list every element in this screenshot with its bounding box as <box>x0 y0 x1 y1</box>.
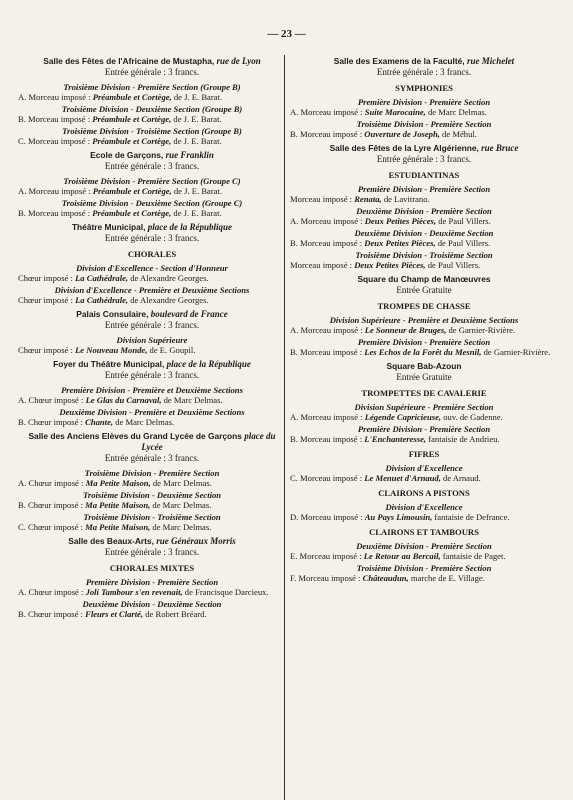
venue-name: Square Bab-Azoun <box>386 361 462 371</box>
venue-heading <box>290 274 558 285</box>
division-heading: Deuxième Division - Deuxième Section <box>82 599 222 609</box>
piece-label: A. Chœur imposé : <box>18 395 86 405</box>
division-heading: Troisième Division - Deuxième Section (Groupe C) <box>61 198 243 208</box>
imposed-piece <box>18 208 286 218</box>
venue-location: place du Lycée <box>141 431 276 452</box>
piece-title: Châteaudun, <box>362 573 409 583</box>
admission-text: Entrée générale : 3 francs. <box>104 67 200 77</box>
category-heading: TROMPES DE CHASSE <box>377 301 471 311</box>
piece-composer: de Marc Delmas. <box>113 417 175 427</box>
venue-location: place de la République <box>147 222 233 232</box>
category-heading: SYMPHONIES <box>395 83 453 93</box>
piece-label: B. Morceau imposé : <box>290 347 365 357</box>
division-heading: Troisième Division - Première Section (Groupe C) <box>63 176 241 186</box>
piece-label: A. Morceau imposé : <box>290 325 365 335</box>
imposed-piece <box>290 238 558 248</box>
imposed-piece <box>18 345 286 355</box>
piece-title: Le Glas du Carnaval, <box>85 395 162 405</box>
venue-heading <box>18 222 286 233</box>
admission-text: Entrée générale : 3 francs. <box>104 320 200 330</box>
piece-label: A. Morceau imposé : <box>290 107 365 117</box>
piece-title: Deux Petites Pièces, <box>364 238 436 248</box>
piece-composer: de Paul Villers. <box>436 216 491 226</box>
piece-label: A. Chœur imposé : <box>18 587 86 597</box>
division-heading: Division Supérieure <box>116 335 188 345</box>
venue-name: Théâtre Municipal, <box>71 222 146 232</box>
imposed-piece <box>18 273 286 283</box>
piece-title: Préambule et Cortège, <box>92 114 172 124</box>
piece-title: La Cathédrale, <box>75 273 129 283</box>
venue-heading <box>18 359 286 370</box>
venue-location: rue de Lyon <box>216 56 261 66</box>
imposed-piece <box>290 473 558 483</box>
piece-title: Chante, <box>85 417 114 427</box>
piece-composer: de Paul Villers. <box>435 238 491 248</box>
piece-label: B. Morceau imposé : <box>290 129 365 139</box>
division-heading: Deuxième Division - Deuxième Section <box>354 228 494 238</box>
admission-text: Entrée Gratuite <box>396 372 452 382</box>
division-heading: Troisième Division - Première Section <box>84 468 220 478</box>
imposed-piece <box>18 114 286 124</box>
piece-composer: de Paul Villers. <box>425 260 481 270</box>
imposed-piece <box>18 295 286 305</box>
venue-heading <box>18 150 286 161</box>
venue-name: Palais Consulaire, <box>76 309 149 319</box>
imposed-piece <box>290 194 558 204</box>
piece-title: Le Menuet d'Arnaud, <box>364 473 441 483</box>
division-heading: Division Supérieure - Première Section <box>354 402 494 412</box>
imposed-piece <box>290 260 558 270</box>
division-heading: Division d'Excellence - Section d'Honneur <box>76 263 228 273</box>
piece-title: Ouverture de Joseph, <box>364 129 440 139</box>
piece-title: Deux Petites Pièces, <box>354 260 426 270</box>
venue-location: rue Franklin <box>165 150 214 160</box>
division-heading: Deuxième Division - Première Section <box>356 541 492 551</box>
imposed-piece <box>18 417 286 427</box>
imposed-piece <box>290 551 558 561</box>
division-heading: Troisième Division - Première Section <box>356 563 492 573</box>
piece-composer: de Marc Delmas. <box>150 478 212 488</box>
imposed-piece <box>18 609 286 619</box>
piece-composer: de Francisque Darcieux. <box>182 587 269 597</box>
piece-composer: de J. E. Barat. <box>171 136 222 146</box>
imposed-piece <box>18 500 286 510</box>
category-heading: CLAIRONS A PISTONS <box>378 488 470 498</box>
piece-title: Le Nouveau Monde, <box>75 345 148 355</box>
admission-text: Entrée générale : 3 francs. <box>104 453 200 463</box>
category-heading: CHORALES <box>127 249 177 259</box>
piece-composer: de Marc Delmas. <box>150 522 212 532</box>
piece-title: Joli Tambour s'en revenait, <box>85 587 183 597</box>
piece-label: B. Chœur imposé : <box>18 500 86 510</box>
piece-composer: de J. E. Barat. <box>171 114 222 124</box>
piece-composer: de E. Goupil. <box>147 345 196 355</box>
page-number: — 23 — <box>267 28 306 40</box>
piece-composer: de Lavitrano. <box>381 194 430 204</box>
imposed-piece <box>290 107 558 117</box>
venue-name: Foyer du Théâtre Municipal, <box>53 359 165 369</box>
admission-text: Entrée générale : 3 francs. <box>104 161 200 171</box>
piece-composer: marche de E. Village. <box>408 573 485 583</box>
venue-location: rue Bruce <box>481 143 519 153</box>
piece-title: Légende Capricieuse, <box>364 412 442 422</box>
imposed-piece <box>290 573 558 583</box>
piece-label: A. Morceau imposé : <box>290 412 365 422</box>
imposed-piece <box>18 587 286 597</box>
piece-title: Préambule et Cortège, <box>92 136 172 146</box>
venue-location: place de la République <box>166 359 251 369</box>
venue-name: Ecole de Garçons, <box>90 150 164 160</box>
division-heading: Première Division - Première Section <box>357 424 491 434</box>
piece-label: B. Morceau imposé : <box>18 114 93 124</box>
venue-heading <box>18 431 286 453</box>
division-heading: Troisième Division - Troisième Section <box>83 512 221 522</box>
piece-label: F. Morceau imposé : <box>290 573 363 583</box>
piece-title: Deux Petites Pièces, <box>364 216 437 226</box>
division-heading: Première Division - Première et Deuxième Sections <box>61 385 243 395</box>
piece-title: Préambule et Cortège, <box>92 92 172 102</box>
division-heading: Deuxième Division - Première Section <box>356 206 492 216</box>
venue-heading <box>290 56 558 67</box>
division-heading: Deuxième Division - Première et Deuxième Sections <box>59 407 245 417</box>
division-heading: Division Supérieure - Première et Deuxième Sections <box>329 315 519 325</box>
piece-composer: de Arnaud. <box>440 473 481 483</box>
division-heading: Première Division - Première Section <box>357 184 491 194</box>
imposed-piece <box>290 216 558 226</box>
imposed-piece <box>290 412 558 422</box>
piece-composer: de Alexandre Georges. <box>128 295 209 305</box>
division-heading: Division d'Excellence <box>385 502 463 512</box>
admission-text: Entrée générale : 3 francs. <box>376 67 472 77</box>
piece-title: Les Echos de la Forêt du Mesnil, <box>364 347 482 357</box>
piece-title: Suite Marocaine, <box>364 107 426 117</box>
imposed-piece <box>18 186 286 196</box>
imposed-piece <box>290 347 558 357</box>
left-column <box>18 52 286 619</box>
imposed-piece <box>290 512 558 522</box>
piece-title: Préambule et Cortège, <box>92 208 172 218</box>
division-heading: Troisième Division - Deuxième Section (Groupe B) <box>61 104 243 114</box>
category-heading: TROMPETTES DE CAVALERIE <box>361 388 487 398</box>
piece-composer: de J. E. Barat. <box>171 186 223 196</box>
piece-label: C. Morceau imposé : <box>290 473 365 483</box>
piece-label: B. Morceau imposé : <box>290 434 365 444</box>
piece-label: Morceau imposé : <box>290 260 355 270</box>
imposed-piece <box>290 325 558 335</box>
division-heading: Troisième Division - Première Section <box>356 119 492 129</box>
piece-composer: de Marc Delmas. <box>161 395 223 405</box>
piece-title: Au Pays Limousin, <box>364 512 433 522</box>
piece-title: Le Retour au Bercail, <box>363 551 441 561</box>
piece-composer: ouv. de Gadenne. <box>441 412 503 422</box>
division-heading: Troisième Division - Troisième Section (Groupe B) <box>62 126 242 136</box>
piece-composer: fantaisie de Paget. <box>440 551 506 561</box>
imposed-piece <box>18 92 286 102</box>
venue-location: rue Généraux Morris <box>156 536 236 546</box>
imposed-piece <box>290 129 558 139</box>
division-heading: Division d'Excellence - Première et Deuxième Sections <box>54 285 250 295</box>
venue-heading <box>290 143 558 154</box>
division-heading: Première Division - Première Section <box>357 337 491 347</box>
category-heading: FIFRES <box>408 449 440 459</box>
piece-composer: de Marc Delmas. <box>150 500 212 510</box>
piece-label: B. Morceau imposé : <box>290 238 365 248</box>
category-heading: CHORALES MIXTES <box>109 563 195 573</box>
division-heading: Troisième Division - Première Section (Groupe B) <box>63 82 241 92</box>
piece-label: B. Chœur imposé : <box>18 609 86 619</box>
venue-heading <box>18 309 286 320</box>
piece-composer: de Alexandre Georges. <box>128 273 209 283</box>
piece-composer: fantaisie de Andrieu. <box>426 434 500 444</box>
admission-text: Entrée générale : 3 francs. <box>104 233 200 243</box>
venue-name: Salle des Fêtes de l'Africaine de Mustapha, <box>43 56 215 66</box>
division-heading: Première Division - Première Section <box>85 577 219 587</box>
piece-label: D. Morceau imposé : <box>290 512 365 522</box>
piece-label: A. Chœur imposé : <box>18 478 86 488</box>
piece-label: Chœur imposé : <box>18 295 76 305</box>
venue-location: rue Michelet <box>466 56 515 66</box>
venue-name: Salle des Anciens Elèves du Grand Lycée de Garçons <box>28 431 242 441</box>
piece-title: Renata, <box>354 194 382 204</box>
venue-heading <box>18 56 286 67</box>
piece-label: Chœur imposé : <box>18 345 76 355</box>
piece-label: C. Chœur imposé : <box>18 522 86 532</box>
piece-composer: de Garnier-Rivière. <box>446 325 516 335</box>
venue-name: Salle des Examens de la Faculté, <box>333 56 465 66</box>
piece-composer: de J. E. Barat. <box>171 208 222 218</box>
piece-label: Morceau imposé : <box>290 194 355 204</box>
piece-title: Fleurs et Clarté, <box>85 609 144 619</box>
piece-label: C. Morceau imposé : <box>18 136 93 146</box>
venue-name: Square du Champ de Manœuvres <box>357 274 491 284</box>
piece-composer: de Garnier-Rivière. <box>481 347 551 357</box>
piece-label: A. Morceau imposé : <box>18 92 93 102</box>
venue-heading <box>290 361 558 372</box>
piece-label: A. Morceau imposé : <box>18 186 93 196</box>
piece-label: B. Morceau imposé : <box>18 208 93 218</box>
category-heading: ESTUDIANTINAS <box>388 170 460 180</box>
piece-label: B. Chœur imposé : <box>18 417 86 427</box>
admission-text: Entrée générale : 3 francs. <box>104 547 200 557</box>
imposed-piece <box>18 395 286 405</box>
piece-composer: fantaisie de Defrance. <box>432 512 510 522</box>
division-heading: Première Division - Première Section <box>357 97 491 107</box>
venue-location: boulevard de France <box>150 309 228 319</box>
piece-composer: de Méhul. <box>439 129 477 139</box>
piece-composer: de Robert Bréard. <box>143 609 207 619</box>
admission-text: Entrée générale : 3 francs. <box>104 370 200 380</box>
division-heading: Troisième Division - Deuxième Section <box>82 490 222 500</box>
piece-title: Le Sonneur de Bruges, <box>364 325 447 335</box>
right-column <box>290 52 558 583</box>
category-heading: CLAIRONS ET TAMBOURS <box>369 527 479 537</box>
piece-title: La Cathédrale, <box>75 295 129 305</box>
piece-title: L'Enchanteresse, <box>364 434 427 444</box>
piece-label: E. Morceau imposé : <box>290 551 364 561</box>
imposed-piece <box>18 136 286 146</box>
piece-label: A. Morceau imposé : <box>290 216 365 226</box>
venue-heading <box>18 536 286 547</box>
venue-name: Salle des Beaux-Arts, <box>68 536 154 546</box>
piece-title: Préambule et Cortège, <box>92 186 172 196</box>
imposed-piece <box>18 522 286 532</box>
piece-composer: de Marc Delmas. <box>425 107 487 117</box>
piece-title: Ma Petite Maison, <box>85 478 151 488</box>
piece-title: Ma Petite Maison, <box>85 500 151 510</box>
piece-label: Chœur imposé : <box>18 273 76 283</box>
division-heading: Troisième Division - Troisième Section <box>355 250 493 260</box>
piece-composer: de J. E. Barat. <box>171 92 223 102</box>
venue-name: Salle des Fêtes de la Lyre Algérienne, <box>329 143 479 153</box>
piece-title: Ma Petite Maison, <box>85 522 151 532</box>
division-heading: Division d'Excellence <box>385 463 463 473</box>
imposed-piece <box>18 478 286 488</box>
imposed-piece <box>290 434 558 444</box>
admission-text: Entrée générale : 3 francs. <box>376 154 472 164</box>
admission-text: Entrée Gratuite <box>396 285 452 295</box>
column-divider <box>284 55 285 800</box>
